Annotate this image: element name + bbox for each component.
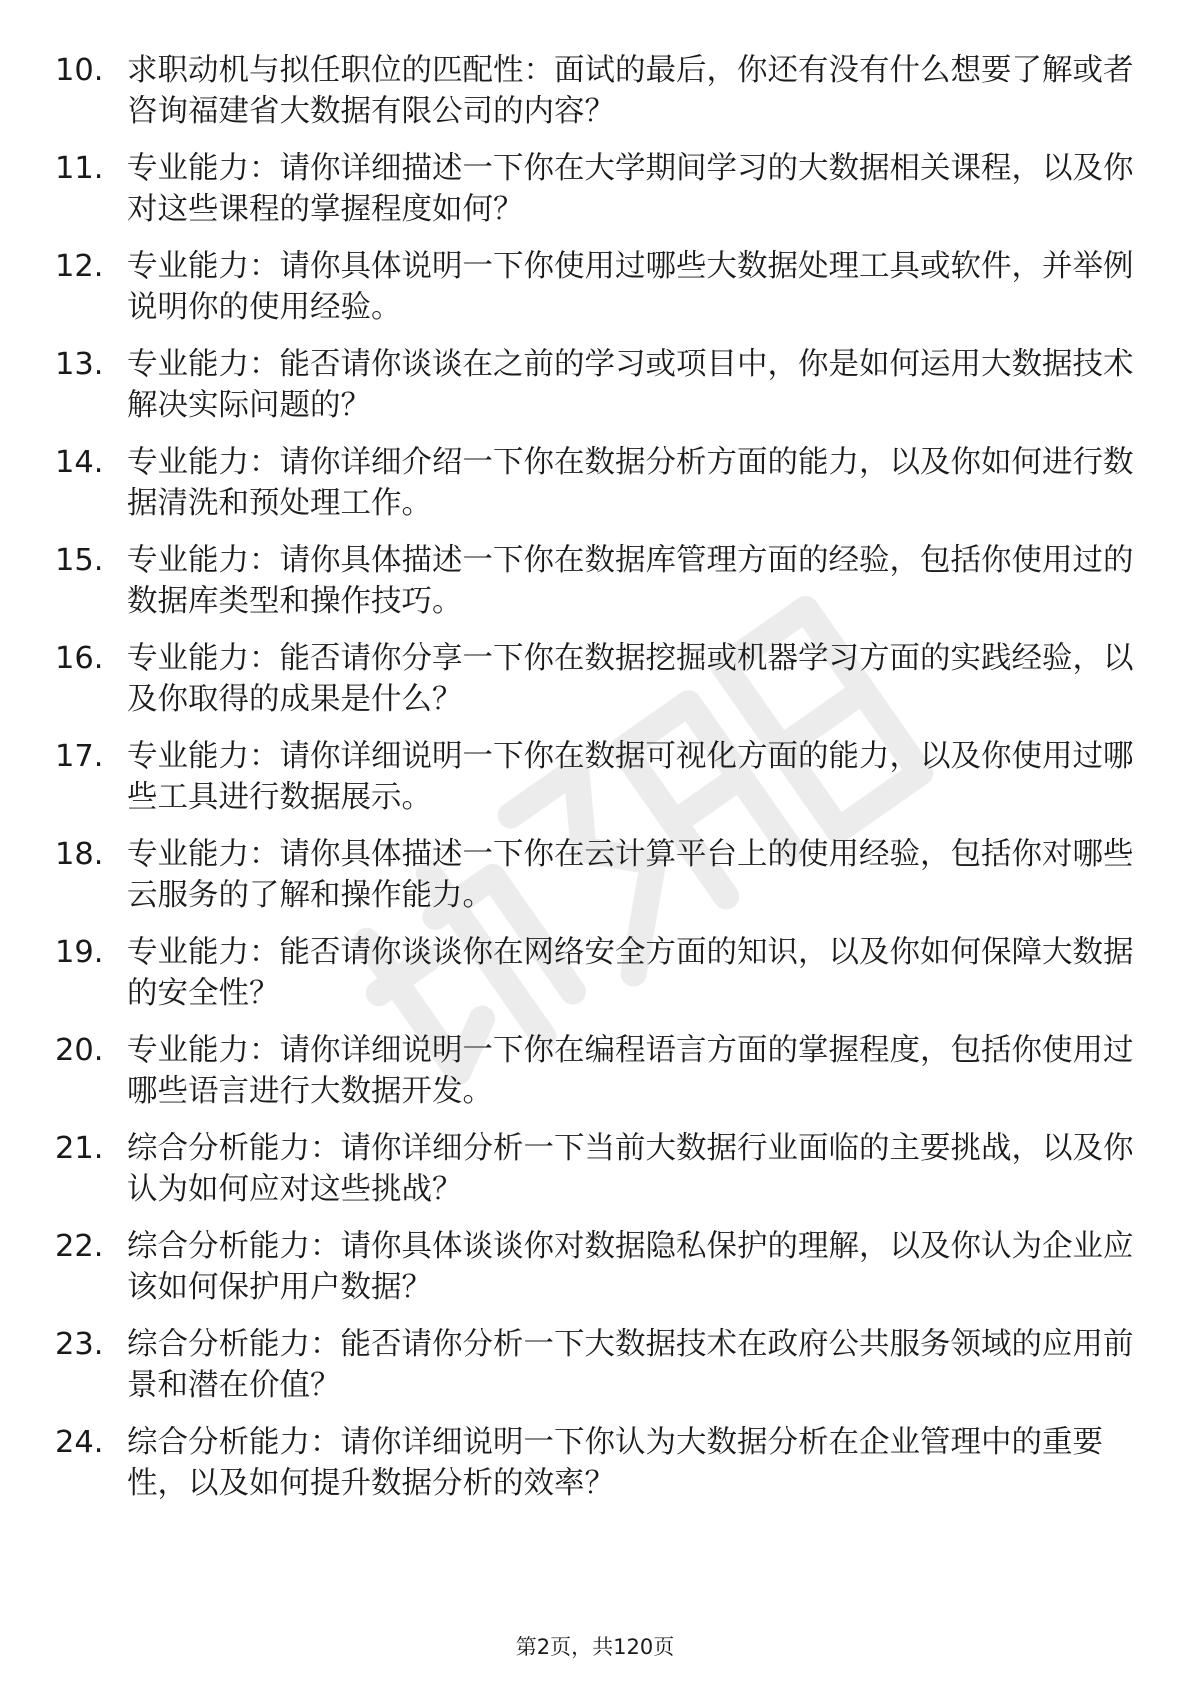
question-number: 12. — [55, 249, 104, 284]
question-text: 专业能力：能否请你谈谈在之前的学习或项目中，你是如何运用大数据技术解决实际问题的？ — [127, 347, 1134, 423]
question-text: 综合分析能力：能否请你分析一下大数据技术在政府公共服务领域的应用前景和潜在价值？ — [127, 1327, 1134, 1403]
question-text: 综合分析能力：请你具体谈谈你对数据隐私保护的理解，以及你认为企业应该如何保护用户数据？ — [127, 1229, 1134, 1305]
question-item — [55, 1128, 1135, 1226]
question-text: 专业能力：请你具体描述一下你在数据库管理方面的经验，包括你使用过的数据库类型和操作技巧。 — [127, 543, 1134, 619]
question-number: 23. — [55, 1327, 104, 1362]
question-text: 专业能力：请你详细说明一下你在编程语言方面的掌握程度，包括你使用过哪些语言进行大数据开发。 — [127, 1033, 1134, 1109]
question-item — [55, 736, 1135, 834]
question-text: 综合分析能力：请你详细分析一下当前大数据行业面临的主要挑战，以及你认为如何应对这些挑战？ — [127, 1131, 1134, 1207]
question-item — [55, 932, 1135, 1030]
page-footer: 第2页，共120页 — [515, 1635, 675, 1659]
question-text: 专业能力：能否请你谈谈你在网络安全方面的知识，以及你如何保障大数据的安全性？ — [127, 935, 1134, 1011]
question-number: 22. — [55, 1229, 104, 1264]
question-text: 专业能力：请你具体描述一下你在云计算平台上的使用经验，包括你对哪些云服务的了解和操作能力。 — [127, 837, 1134, 913]
question-text: 综合分析能力：请你详细说明一下你认为大数据分析在企业管理中的重要性，以及如何提升数据分析的效率？ — [127, 1425, 1103, 1501]
question-item — [55, 246, 1135, 344]
question-number: 21. — [55, 1131, 104, 1166]
question-number: 16. — [55, 641, 104, 676]
question-number: 18. — [55, 837, 104, 872]
question-number: 20. — [55, 1033, 104, 1068]
question-item — [55, 834, 1135, 932]
question-item — [55, 442, 1135, 540]
question-number: 15. — [55, 543, 104, 578]
question-text: 专业能力：请你详细介绍一下你在数据分析方面的能力，以及你如何进行数据清洗和预处理工作。 — [127, 445, 1134, 521]
question-number: 19. — [55, 935, 104, 970]
question-text: 求职动机与拟任职位的匹配性：面试的最后，你还有没有什么想要了解或者咨询福建省大数据有限公司的内容？ — [127, 53, 1134, 129]
question-item — [55, 540, 1135, 638]
question-number: 14. — [55, 445, 104, 480]
question-item — [55, 1226, 1135, 1324]
question-text: 专业能力：请你具体说明一下你使用过哪些大数据处理工具或软件，并举例说明你的使用经验。 — [127, 249, 1134, 325]
question-number: 24. — [55, 1425, 104, 1460]
question-item — [55, 1324, 1135, 1422]
question-item — [55, 148, 1135, 246]
question-text: 专业能力：请你详细描述一下你在大学期间学习的大数据相关课程，以及你对这些课程的掌握程度如何？ — [127, 151, 1134, 227]
question-item — [55, 1422, 1135, 1520]
question-number: 13. — [55, 347, 104, 382]
question-number: 17. — [55, 739, 104, 774]
question-item — [55, 50, 1135, 148]
question-item — [55, 638, 1135, 736]
question-number: 10. — [55, 53, 104, 88]
question-number: 11. — [55, 151, 104, 186]
question-item — [55, 1030, 1135, 1128]
question-text: 专业能力：请你详细说明一下你在数据可视化方面的能力，以及你使用过哪些工具进行数据展示。 — [127, 739, 1134, 815]
question-list — [55, 50, 1135, 1520]
question-text: 专业能力：能否请你分享一下你在数据挖掘或机器学习方面的实践经验，以及你取得的成果是什么？ — [127, 641, 1134, 717]
question-item — [55, 344, 1135, 442]
